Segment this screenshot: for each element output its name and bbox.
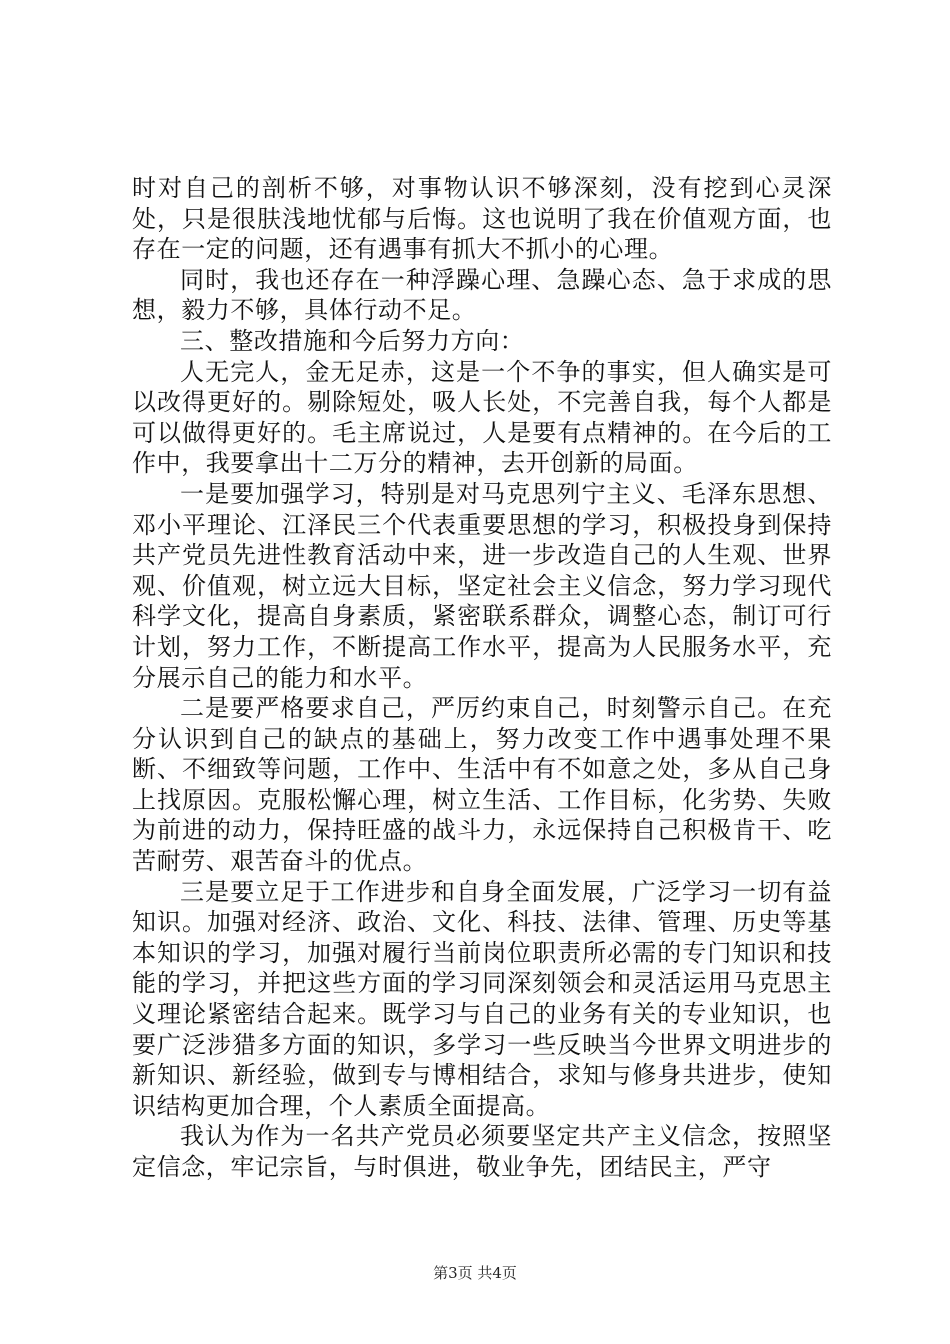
paragraph: 同时，我也还存在一种浮躁心理、急躁心态、急于求成的思想，毅力不够，具体行动不足。	[132, 265, 832, 325]
document-body	[132, 173, 832, 1183]
paragraph: 二是要严格要求自己，严厉约束自己，时刻警示自己。在充分认识到自己的缺点的基础上，努力改变工作中遇事处理不果断、不细致等问题，工作中、生活中有不如意之处，多从自己身上找原因。克服松懈心理，树立生活、工作目标，化劣势、失败为前进的动力，保持旺盛的战斗力，永远保持自己积极肯干、吃苦耐劳、艰苦奋斗的优点。	[132, 694, 832, 876]
paragraph: 时对自己的剖析不够，对事物认识不够深刻，没有挖到心灵深处，只是很肤浅地忧郁与后悔。这也说明了我在价值观方面，也存在一定的问题，还有遇事有抓大不抓小的心理。	[132, 174, 832, 264]
page-footer: 第3页 共4页	[433, 1264, 517, 1282]
paragraph: 人无完人，金无足赤，这是一个不争的事实，但人确实是可以改得更好的。剔除短处，吸人长处，不完善自我，每个人都是可以做得更好的。毛主席说过，人是要有点精神的。在今后的工作中，我要拿出十二万分的精神，去开创新的局面。	[132, 357, 832, 478]
section-heading: 三、整改措施和今后努力方向：	[180, 326, 525, 355]
paragraph: 三是要立足于工作进步和自身全面发展，广泛学习一切有益知识。加强对经济、政治、文化、科技、法律、管理、历史等基本知识的学习，加强对履行当前岗位职责所必需的专门知识和技能的学习，并把这些方面的学习同深刻领会和灵活运用马克思主义理论紧密结合起来。既学习与自己的业务有关的专业知识，也要广泛涉猎多方面的知识，多学习一些反映当今世界文明进步的新知识、新经验，做到专与博相结合，求知与修身共进步，使知识结构更加合理，个人素质全面提高。	[132, 877, 832, 1120]
paragraph: 我认为作为一名共产党员必须要坚定共产主义信念，按照坚定信念，牢记宗旨，与时俱进，敬业争先，团结民主，严守	[132, 1122, 832, 1181]
paragraph: 一是要加强学习，特别是对马克思列宁主义、毛泽东思想、邓小平理论、江泽民三个代表重要思想的学习，积极投身到保持共产党员先进性教育活动中来，进一步改造自己的人生观、世界观、价值观，树立远大目标，坚定社会主义信念，努力学习现代科学文化，提高自身素质，紧密联系群众，调整心态，制订可行计划，努力工作，不断提高工作水平，提高为人民服务水平，充分展示自己的能力和水平。	[132, 479, 832, 692]
